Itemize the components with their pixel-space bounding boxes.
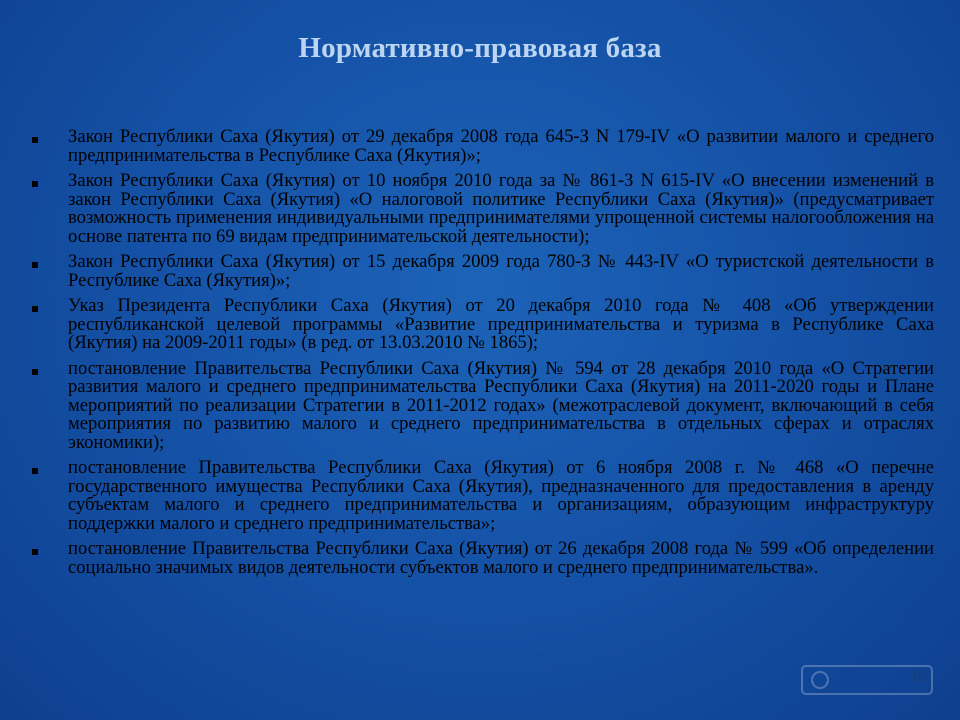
bullet-icon bbox=[32, 306, 38, 312]
legal-acts-list bbox=[30, 128, 934, 584]
list-item-text: постановление Правительства Республики Саха (Якутия) от 6 ноября 2008 г. № 468 «О перечне государственного имущества Республики Саха (Якутия), предназначенного для предоставления в аренду субъектам малого и среднего предпринимательства и организациям, образующим инфраструктуру поддержки малого и среднего предпринимательства»; bbox=[68, 457, 934, 534]
slide-title: Нормативно-правовая база bbox=[298, 32, 662, 64]
list-item-text: Указ Президента Республики Саха (Якутия) от 20 декабря 2010 года № 408 «Об утверждении республиканской целевой программы «Развитие предпринимательства и туризма в Республике Саха (Якутия) на 2009-2011 годы» (в ред. от 13.03.2010 № 1865); bbox=[68, 295, 934, 353]
list-item bbox=[30, 297, 934, 353]
list-item bbox=[30, 253, 934, 290]
bullet-icon bbox=[32, 468, 38, 474]
bullet-icon bbox=[32, 369, 38, 375]
list-item-text: Закон Республики Саха (Якутия) от 10 ноября 2010 года за № 861-З N 615-IV «О внесении изменений в закон Республики Саха (Якутия) «О налоговой политике Республики Саха (Якутия)» (предусматривает возможность применения индивидуальными предпринимателями упрощенной системы налогообложения на основе патента по 69 видам предпринимательской деятельности); bbox=[68, 170, 934, 247]
list-item bbox=[30, 172, 934, 246]
bullet-icon bbox=[32, 262, 38, 268]
list-item bbox=[30, 540, 934, 577]
list-item-text: постановление Правительства Республики Саха (Якутия) № 594 от 28 декабря 2010 года «О Стратегии развития малого и среднего предпринимательства Республики Саха (Якутия) на 2011-2020 годы и Плане мероприятий по реализации Стратегии в 2011-2012 годах» (межотраслевой документ, включающий в себя мероприятия по развитию малого и среднего предпринимательства в отдельных сферах и отраслях экономики); bbox=[68, 357, 934, 453]
bullet-icon bbox=[32, 181, 38, 187]
list-item-text: Закон Республики Саха (Якутия) от 15 декабря 2009 года 780-З № 443-IV «О туристской деятельности в Республике Саха (Якутия)»; bbox=[68, 251, 934, 291]
list-item bbox=[30, 128, 934, 165]
list-item-text: Закон Республики Саха (Якутия) от 29 декабря 2008 года 645-З N 179-IV «О развитии малого и среднего предпринимательства в Республике Саха (Якутия)»; bbox=[68, 126, 934, 166]
list-item bbox=[30, 459, 934, 533]
list-item bbox=[30, 357, 934, 453]
bullet-icon bbox=[32, 137, 38, 143]
list-item-text: постановление Правительства Республики Саха (Якутия) от 26 декабря 2008 года № 599 «Об определении социально значимых видов деятельности субъектов малого и среднего предпринимательства». bbox=[68, 538, 934, 578]
slide-number: 15 bbox=[910, 668, 926, 684]
bullet-icon bbox=[32, 549, 38, 555]
